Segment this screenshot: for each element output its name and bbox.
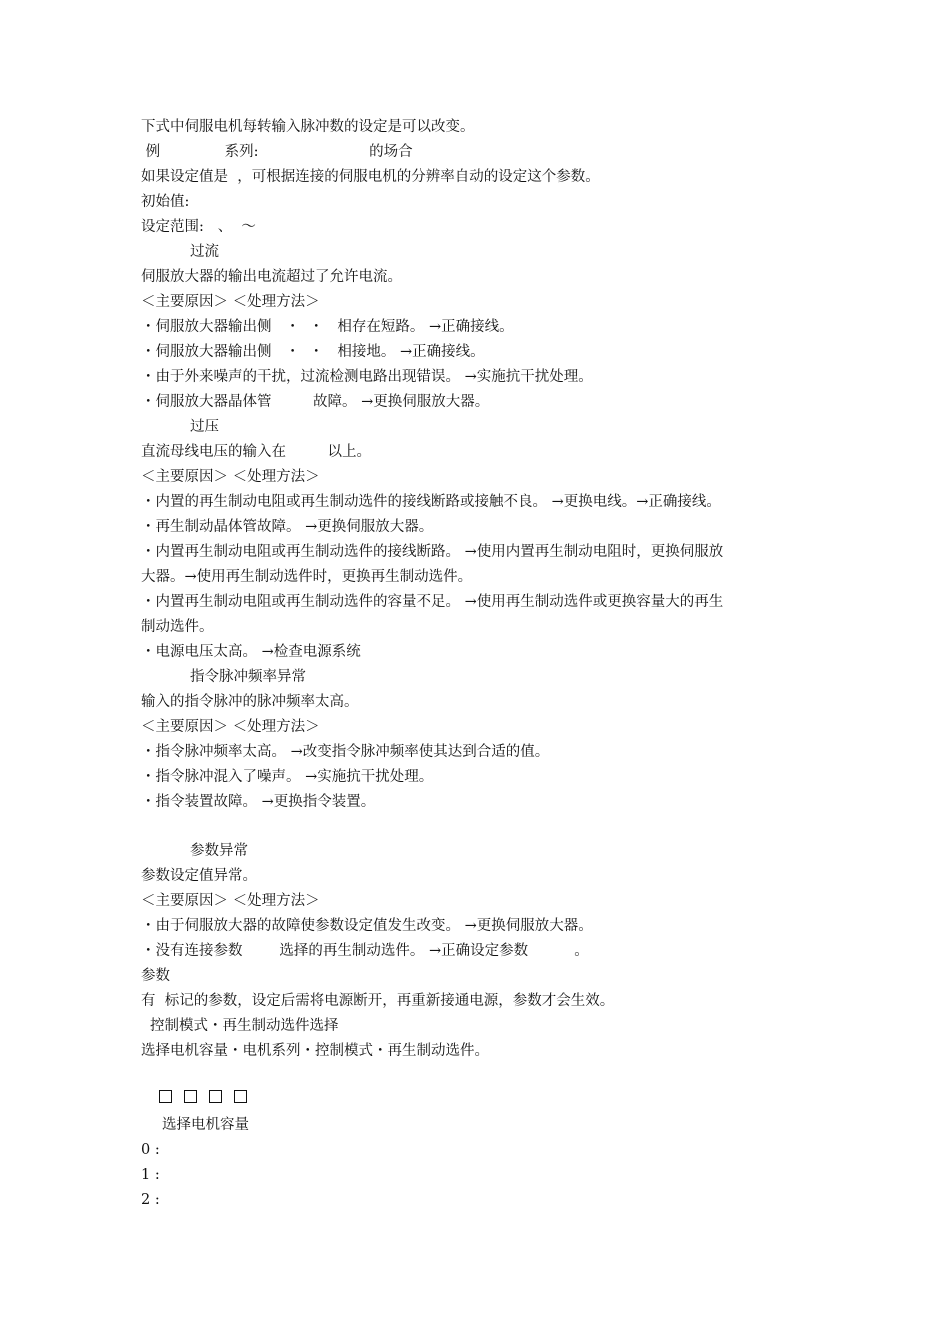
list-item: ・内置再生制动电阻或再生制动选件的容量不足。 →使用再生制动选件或更换容量大的再生 xyxy=(141,594,724,610)
list-item: ・伺服放大器输出侧 ・ ・ 相接地。 →正确接线。 xyxy=(141,344,485,360)
text-line: 输入的指令脉冲的脉冲频率太高。 xyxy=(141,694,359,710)
text-line: 参数 xyxy=(141,968,170,984)
list-item: ・由于外来噪声的干扰，过流检测电路出现错误。 →实施抗干扰处理。 xyxy=(141,369,593,385)
option-line: 0 : xyxy=(141,1142,160,1158)
text-line: 有 标记的参数，设定后需将电源断开，再重新接通电源，参数才会生效。 xyxy=(141,993,615,1009)
list-item: ・内置的再生制动电阻或再生制动选件的接线断路或接触不良。 →更换电线。→正确接线。 xyxy=(141,494,721,510)
section-heading: 过流 xyxy=(190,244,219,260)
checkbox-square-icon xyxy=(184,1090,197,1103)
section-heading: 参数异常 xyxy=(190,843,248,859)
text-line: ＜主要原因＞ ＜处理方法＞ xyxy=(141,469,320,485)
text-line: 制动选件。 xyxy=(141,619,214,635)
text-line: 直流母线电压的输入在 以上。 xyxy=(141,444,371,460)
option-line: 2 : xyxy=(141,1192,160,1208)
text-line: 伺服放大器的输出电流超过了允许电流。 xyxy=(141,269,402,285)
list-item: ・没有连接参数 选择的再生制动选件。 →正确设定参数 。 xyxy=(141,943,589,959)
text-line: ＜主要原因＞ ＜处理方法＞ xyxy=(141,294,320,310)
list-item: ・指令脉冲混入了噪声。 →实施抗干扰处理。 xyxy=(141,769,434,785)
checkbox-square-icon xyxy=(209,1090,222,1103)
section-heading: 控制模式・再生制动选件选择 xyxy=(150,1018,339,1034)
checkbox-square-icon xyxy=(234,1090,247,1103)
section-heading: 过压 xyxy=(190,419,219,435)
text-line: ＜主要原因＞ ＜处理方法＞ xyxy=(141,893,320,909)
list-item: ・再生制动晶体管故障。 →更换伺服放大器。 xyxy=(141,519,434,535)
section-heading: 指令脉冲频率异常 xyxy=(190,669,306,685)
list-item: ・内置再生制动电阻或再生制动选件的接线断路。 →使用内置再生制动电阻时，更换伺服放 xyxy=(141,544,724,560)
section-heading: 选择电机容量 xyxy=(162,1117,249,1133)
text-line: 初始值: xyxy=(141,194,190,210)
list-item: ・由于伺服放大器的故障使参数设定值发生改变。 →更换伺服放大器。 xyxy=(141,918,593,934)
text-line: 选择电机容量・电机系列・控制模式・再生制动选件。 xyxy=(141,1043,489,1059)
list-item: ・指令脉冲频率太高。 →改变指令脉冲频率使其达到合适的值。 xyxy=(141,744,550,760)
text-line: 下式中伺服电机每转输入脉冲数的设定是可以改变。 xyxy=(141,119,475,135)
list-item: ・伺服放大器输出侧 ・ ・ 相存在短路。 →正确接线。 xyxy=(141,319,514,335)
list-item: ・伺服放大器晶体管 故障。 →更换伺服放大器。 xyxy=(141,394,490,410)
text-line: 大器。→使用再生制动选件时，更换再生制动选件。 xyxy=(141,569,473,585)
list-item: ・电源电压太高。 →检查电源系统 xyxy=(141,644,361,660)
text-line: 如果设定值是 ，可根据连接的伺服电机的分辨率自动的设定这个参数。 xyxy=(141,169,600,185)
text-line: 例 系列: 的场合 xyxy=(141,144,413,160)
option-line: 1 : xyxy=(141,1167,160,1183)
text-line: 参数设定值异常。 xyxy=(141,868,257,884)
list-item: ・指令装置故障。 →更换指令装置。 xyxy=(141,794,376,810)
text-line: ＜主要原因＞ ＜处理方法＞ xyxy=(141,719,320,735)
checkbox-square-icon xyxy=(159,1090,172,1103)
text-line: 设定范围: 、 ～ xyxy=(141,219,256,235)
